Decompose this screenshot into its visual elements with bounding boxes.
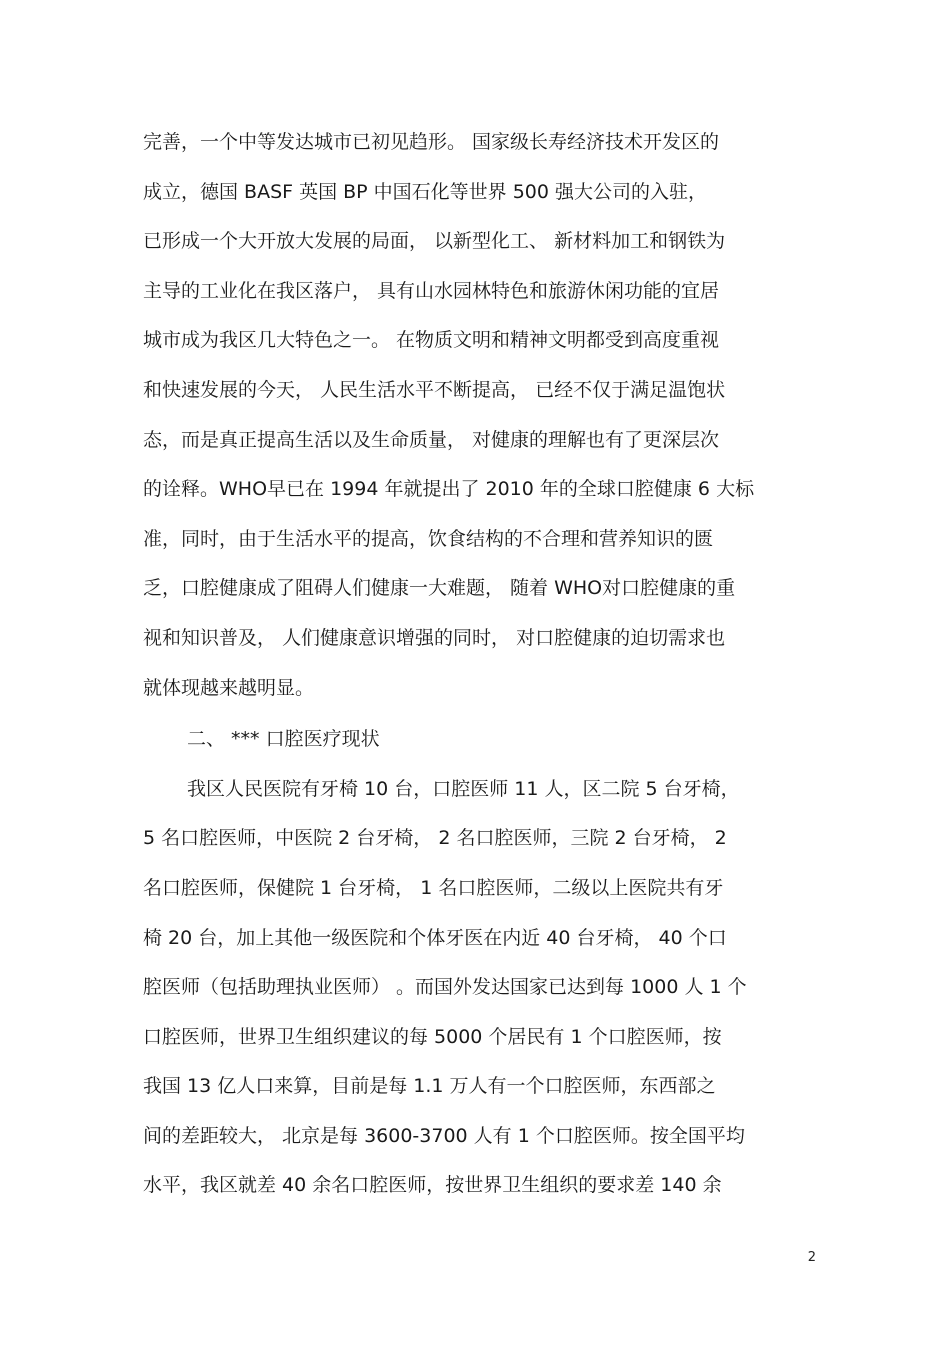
section-heading: 二、 *** 口腔医疗现状 xyxy=(187,728,380,751)
page-number: 2 xyxy=(807,1250,816,1265)
text-line: 名口腔医师，保健院 1 台牙椅， 1 名口腔医师，二级以上医院共有牙 xyxy=(143,876,724,899)
paragraph-economic-background xyxy=(143,118,815,713)
text-line: 乏，口腔健康成了阻碍人们健康一大难题， 随着 WHO对口腔健康的重 xyxy=(143,577,736,600)
text-line: 椅 20 台，加上其他一级医院和个体牙医在内近 40 台牙椅， 40 个口 xyxy=(143,926,727,949)
text-line: 水平，我区就差 40 余名口腔医师，按世界卫生组织的要求差 140 余 xyxy=(143,1174,722,1197)
text-line: 态，而是真正提高生活以及生命质量， 对健康的理解也有了更深层次 xyxy=(143,428,720,451)
text-line: 我国 13 亿人口来算，目前是每 1.1 万人有一个口腔医师，东西部之 xyxy=(143,1075,716,1098)
text-line: 视和知识普及， 人们健康意识增强的同时， 对口腔健康的迫切需求也 xyxy=(143,626,726,649)
text-line: 口腔医师，世界卫生组织建议的每 5000 个居民有 1 个口腔医师，按 xyxy=(143,1025,722,1048)
text-line: 准，同时，由于生活水平的提高，饮食结构的不合理和营养知识的匮 xyxy=(143,527,714,550)
text-line: 成立，德国 BASF 英国 BP 中国石化等世界 500 强大公司的入驻， xyxy=(143,180,708,203)
text-line: 的诠释。WHO早已在 1994 年就提出了 2010 年的全球口腔健康 6 大标 xyxy=(143,478,755,501)
text-line: 就体现越来越明显。 xyxy=(143,676,315,699)
body-text xyxy=(143,118,815,1211)
text-line: 已形成一个大开放大发展的局面， 以新型化工、 新材料加工和钢铁为 xyxy=(143,230,726,253)
text-line: 我区人民医院有牙椅 10 台，口腔医师 11 人，区二院 5 台牙椅， xyxy=(187,777,740,800)
paragraph-dental-status xyxy=(143,765,815,1211)
text-line: 城市成为我区几大特色之一。 在物质文明和精神文明都受到高度重视 xyxy=(143,329,720,352)
text-line: 和快速发展的今天， 人民生活水平不断提高， 已经不仅于满足温饱状 xyxy=(143,378,726,401)
text-line: 间的差距较大， 北京是每 3600-3700 人有 1 个口腔医师。按全国平均 xyxy=(143,1124,745,1147)
text-line: 5 名口腔医师，中医院 2 台牙椅， 2 名口腔医师，三院 2 台牙椅， 2 xyxy=(143,827,727,850)
text-line: 腔医师（包括助理执业医师） 。而国外发达国家已达到每 1000 人 1 个 xyxy=(143,976,747,999)
text-line: 主导的工业化在我区落户， 具有山水园林特色和旅游休闲功能的宜居 xyxy=(143,279,720,302)
text-line: 完善，一个中等发达城市已初见趋形。 国家级长寿经济技术开发区的 xyxy=(143,131,720,153)
